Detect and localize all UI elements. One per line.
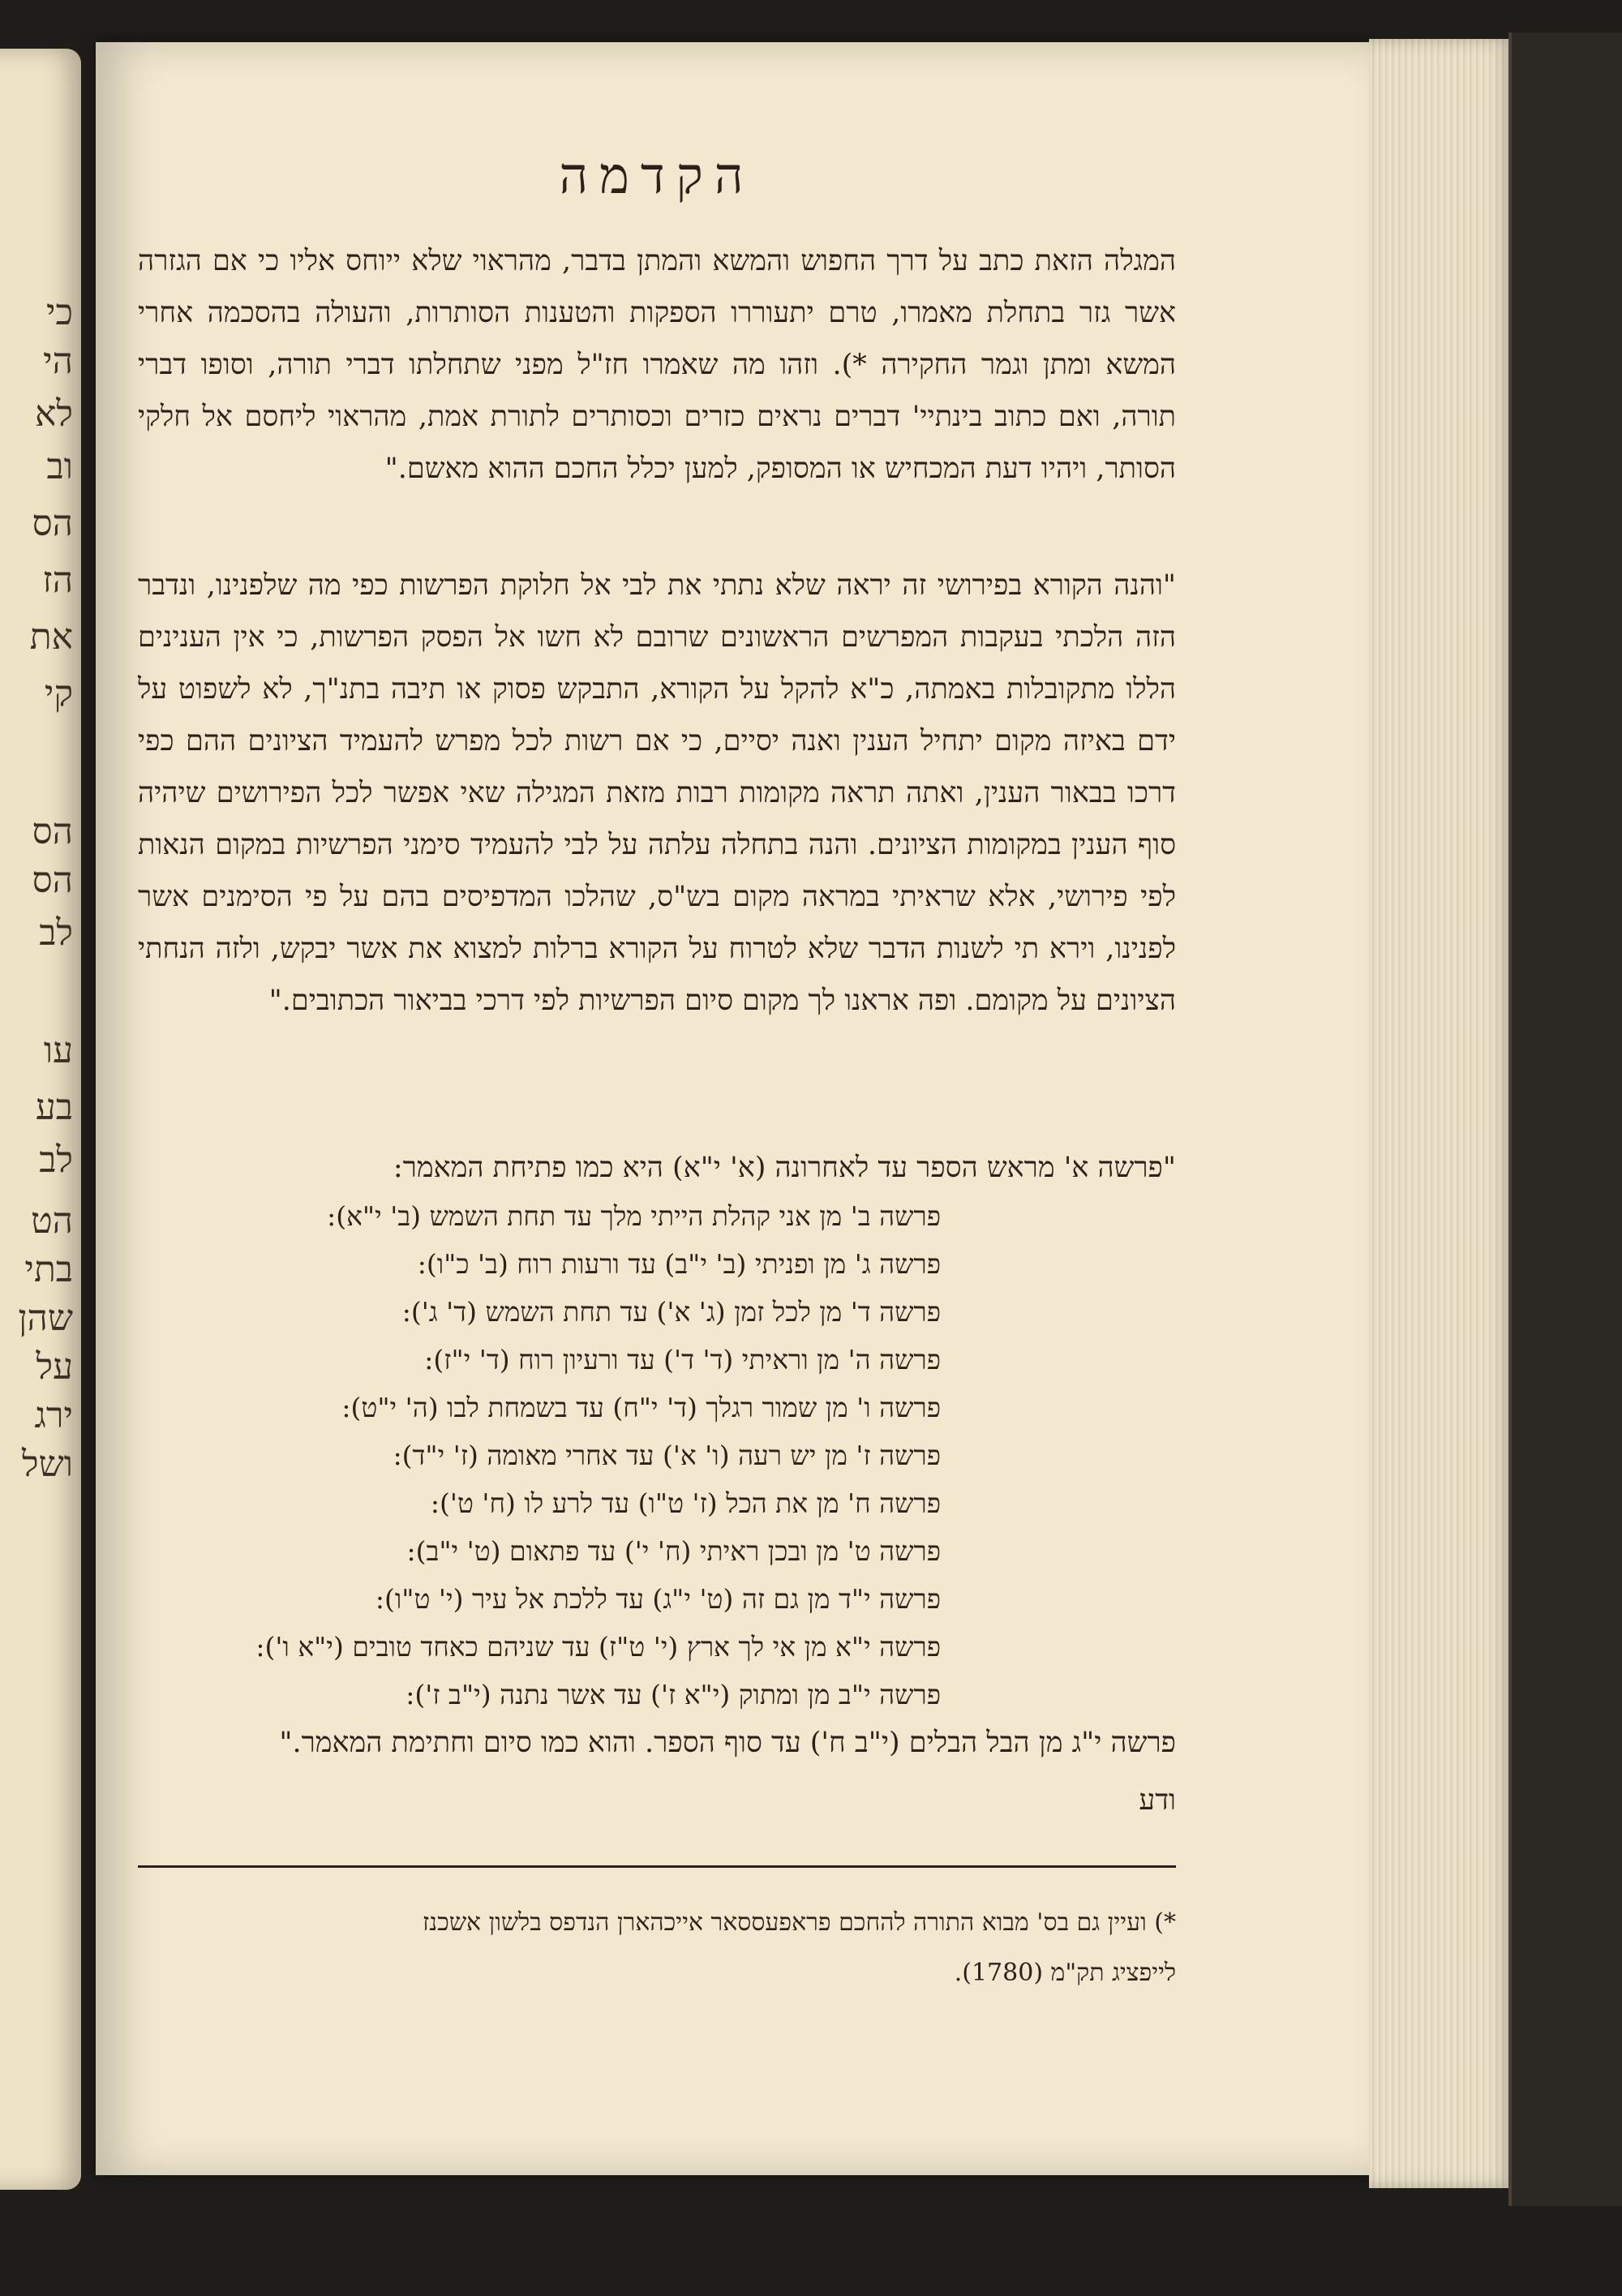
section-line: פרשה ח' מן את הכל (ז' ט"ו) עד לרע לו (ח' ט'): <box>430 1487 941 1519</box>
section-line: פרשה ב' מן אני קהלת הייתי מלך עד תחת השמש (ב' י"א): <box>327 1200 941 1232</box>
catchword: ודע <box>1139 1784 1176 1817</box>
section-line: פרשה ג' מן ופניתי (ב' י"ב) עד ורעות רוח (ב' כ"ו): <box>417 1248 941 1280</box>
left-page-fragment: את <box>29 616 73 658</box>
left-page-fragment: וב <box>46 446 73 487</box>
left-page-fragment: ירג <box>34 1395 73 1436</box>
page-fore-edge <box>1369 39 1515 2188</box>
left-page-fragment: לב <box>39 1139 73 1181</box>
section-line: פרשה ט' מן ובכן ראיתי (ח' י') עד פתאום (ט' י"ב): <box>406 1535 941 1567</box>
footnote-line-1: *) ועיין גם בס' מבוא התורה להחכם פראפעססאר אייכהארן הנדפס בלשון אשכנז <box>423 1908 1176 1937</box>
left-page-fragment: הי <box>43 341 73 382</box>
left-page-fragment: כי <box>45 292 73 333</box>
left-page-fragment: ושל <box>22 1444 73 1485</box>
sections-last: פרשה י"ג מן הבל הבלים (י"ב ח') עד סוף הספר. והוא כמו סיום וחתימת המאמר." <box>279 1727 1176 1759</box>
left-page-fragment: בתי <box>24 1249 73 1290</box>
left-page-fragment: הס <box>32 503 73 544</box>
left-page-edge <box>0 49 81 2190</box>
left-page-fragment: הס <box>32 860 73 901</box>
left-page-fragment: הס <box>32 811 73 852</box>
left-page-fragment: עו <box>43 1030 73 1071</box>
left-page-fragment: הט <box>31 1200 73 1242</box>
paragraph-2: "והנה הקורא בפירושי זה יראה שלא נתתי את לבי אל חלוקת הפרשות כפי מה שלפנינו, ונדבר הזה הלכתי בעקבות המפרשים הראשונים שרובם לא חשו אל הפסק הפרשות, כי אין הענינים הללו מתקובלות באמתה, כ"א להקל על הקורא, התבקש פסוק או תיבה בתנ"ך, לא לשפוט על ידם באיזה מקום יתחיל הענין ואנה יסיים, כי אם רשות לכל מפרש להעמיד הציונים ההם כפי דרכו בבאור הענין, ואתה תראה מקומות רבות מזאת המגילה שאי אפשר לכל הפירושים שיהיה סוף הענין במקומות הציונים. והנה בתחלה עלתה על לבי להעמיד סימני הפרשיות במקום הנאות לפי פירושי, אלא שראיתי במראה מקום בש"ס, שהלכו המדפיסים בהם על פי הסימנים אשר לפנינו, וירא תי לשנות הדבר שלא לטרוח על הקורא ברלות למצוא את אשר יבקש, ולזה הנחתי הציונים על מקומם. ופה אראנו לך מקום סיום הפרשיות לפי דרכי בביאור הכתובים." <box>138 569 1176 1017</box>
section-line: פרשה ו' מן שמור רגלך (ד' י"ח) עד בשמחת לבו (ה' י"ט): <box>341 1392 941 1423</box>
section-line: פרשה ה' מן וראיתי (ד' ד') עד ורעיון רוח (ד' י"ז): <box>424 1344 941 1375</box>
left-page-fragment: שהן <box>18 1298 73 1339</box>
section-line: פרשה י"א מן אי לך ארץ (י' ט"ז) עד שניהם כאחד טובים (י"א ו'): <box>255 1631 941 1663</box>
footnote-rule <box>138 1865 1176 1868</box>
left-page-fragment: לא <box>35 393 73 435</box>
sections-intro: "פרשה א' מראש הספר עד לאחרונה (א' י"א) היא כמו פתיחת המאמר: <box>393 1152 1176 1184</box>
footnote <box>138 1898 1176 1998</box>
section-line: פרשה י"ב מן ומתוק (י"א ז') עד אשר נתנה (י"ב ז'): <box>406 1679 941 1710</box>
left-page-fragment: קי <box>44 673 73 715</box>
sections-list <box>138 1144 1176 1767</box>
section-line: פרשה ז' מן יש רעה (ו' א') עד אחרי מאומה (ז' י"ד): <box>393 1440 941 1471</box>
left-page-fragment: על <box>36 1346 73 1388</box>
page-header: הקדמה <box>559 146 755 205</box>
book-cover <box>1508 32 1622 2206</box>
paragraph-1: המגלה הזאת כתב על דרך החפוש והמשא והמתן בדבר, מהראוי שלא ייוחס אליו כי אם הגזרה אשר גזר בתחלת מאמרו, טרם יתעוררו הספקות והטענות הסותרות, והעולה בהסכמה אחרי המשא ומתן וגמר החקירה *). וזהו מה שאמרו חז"ל מפני שתחלתו דברי תורה, וסופו דברי תורה, ואם כתוב בינתיי' דברים נראים כזרים וכסותרים לתורת אמת, מהראוי ליחסם אל חלקי הסותר, ויהיו דעת המכחיש או המסופק, למען יכלל החכם ההוא מאשם." <box>138 245 1176 485</box>
footnote-line-2: לייפציג תק"מ (1780). <box>954 1959 1176 1987</box>
left-page-fragment: לב <box>39 912 73 954</box>
left-page-fragment: בע <box>35 1087 73 1128</box>
left-page-fragment: הז <box>42 560 73 601</box>
section-line: פרשה ד' מן לכל זמן (ג' א') עד תחת השמש (ד' ג'): <box>401 1296 941 1328</box>
section-line: פרשה י"ד מן גם זה (ט' י"ג) עד ללכת אל עיר (י' ט"ו): <box>375 1583 941 1615</box>
